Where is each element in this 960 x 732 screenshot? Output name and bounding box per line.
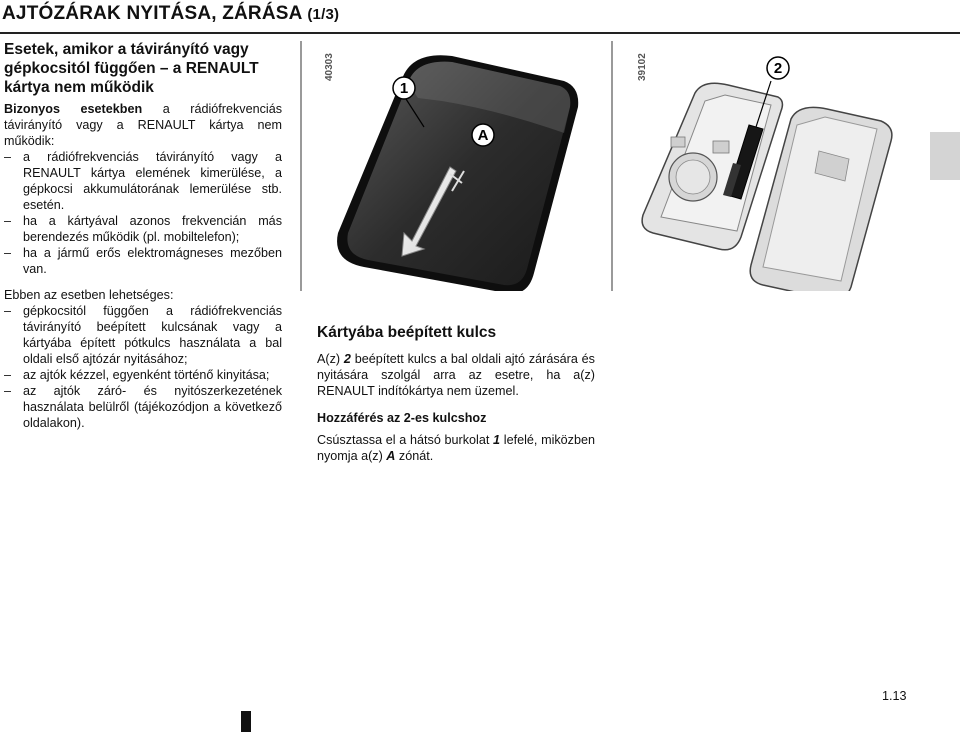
access-instructions [317,432,595,464]
list-item: – gépkocsitól függően a rádiófrekvenciás távirányító beépített kulcsának vagy a kártyába épített pótkulcs használata a bal oldali első ajtózár nyitásához; [4,303,282,367]
cases-list [4,149,282,277]
page-number: 1.13 [882,689,907,703]
callout-2-label: 2 [773,60,783,77]
figure-code: 40303 [324,53,335,81]
page-part-indicator: (1/3) [307,6,340,23]
page-marker [241,711,251,732]
text-fragment: A(z) [317,352,344,366]
ref-number: 2 [343,352,351,366]
card-shell [337,55,578,291]
text-fragment: lefelé, miközben nyomja a(z) [317,433,595,463]
figure-card-back-cover [302,41,611,291]
callout-1-label: 1 [399,80,409,97]
open-card-illustration [613,41,918,291]
callout-a-label: A [477,127,489,144]
subheading-access: Hozzáférés az 2-es kulcshoz [317,411,487,425]
page-title [2,3,339,25]
key-description [317,351,595,399]
list-item: – ha a kártyával azonos frekvencián más berendezés működik (pl. mobiltelefon); [4,213,282,245]
intro-rest: a rádiófrekvenciás távirányító vagy a RENAULT kártya nem működik: [4,102,282,148]
intro-bold: Bizonyos esetekben [4,102,143,116]
section-heading: Esetek, amikor a távirányító vagy gépkocsitól függően – a RENAULT kártya nem működik [4,41,259,96]
list-item: – a rádiófrekvenciás távirányító vagy a RENAULT kártya elemének kimerülése, a gépkocsi akkumulátorának lemerülése stb. esetén. [4,149,282,213]
figure-code: 39102 [637,53,648,81]
text-fragment: beépített kulcs a bal oldali ajtó zárására és nyitására szolgál arra az esetre, ha a(z) RENAULT indítókártya nem üzemel. [317,352,595,398]
list-item: – ha a jármű erős elektromágneses mezőben van. [4,245,282,277]
figure-card-key [613,41,918,291]
possible-list [4,303,282,431]
list-item: – az ajtók kézzel, egyenként történő kinyitása; [4,367,282,383]
mid-column [317,323,595,464]
intro-paragraph [4,101,282,149]
card-illustration [302,41,611,291]
title-rule [0,32,960,34]
page-title-text: AJTÓZÁRAK NYITÁSA, ZÁRÁSA [2,3,302,24]
text-fragment: zónát. [395,449,434,463]
possible-intro: Ebben az esetben lehetséges: [4,288,174,302]
ref-zone: A [386,449,396,463]
left-column [4,40,282,431]
text-fragment: Csúsztassa el a hátsó burkolat [317,433,494,447]
chapter-tab [930,132,960,180]
list-item: – az ajtók záró- és nyitószerkezetének használata belülről (tájékozódjon a következő oldalakon). [4,383,282,431]
section-heading-key: Kártyába beépített kulcs [317,324,497,341]
ref-number: 1 [493,433,501,447]
